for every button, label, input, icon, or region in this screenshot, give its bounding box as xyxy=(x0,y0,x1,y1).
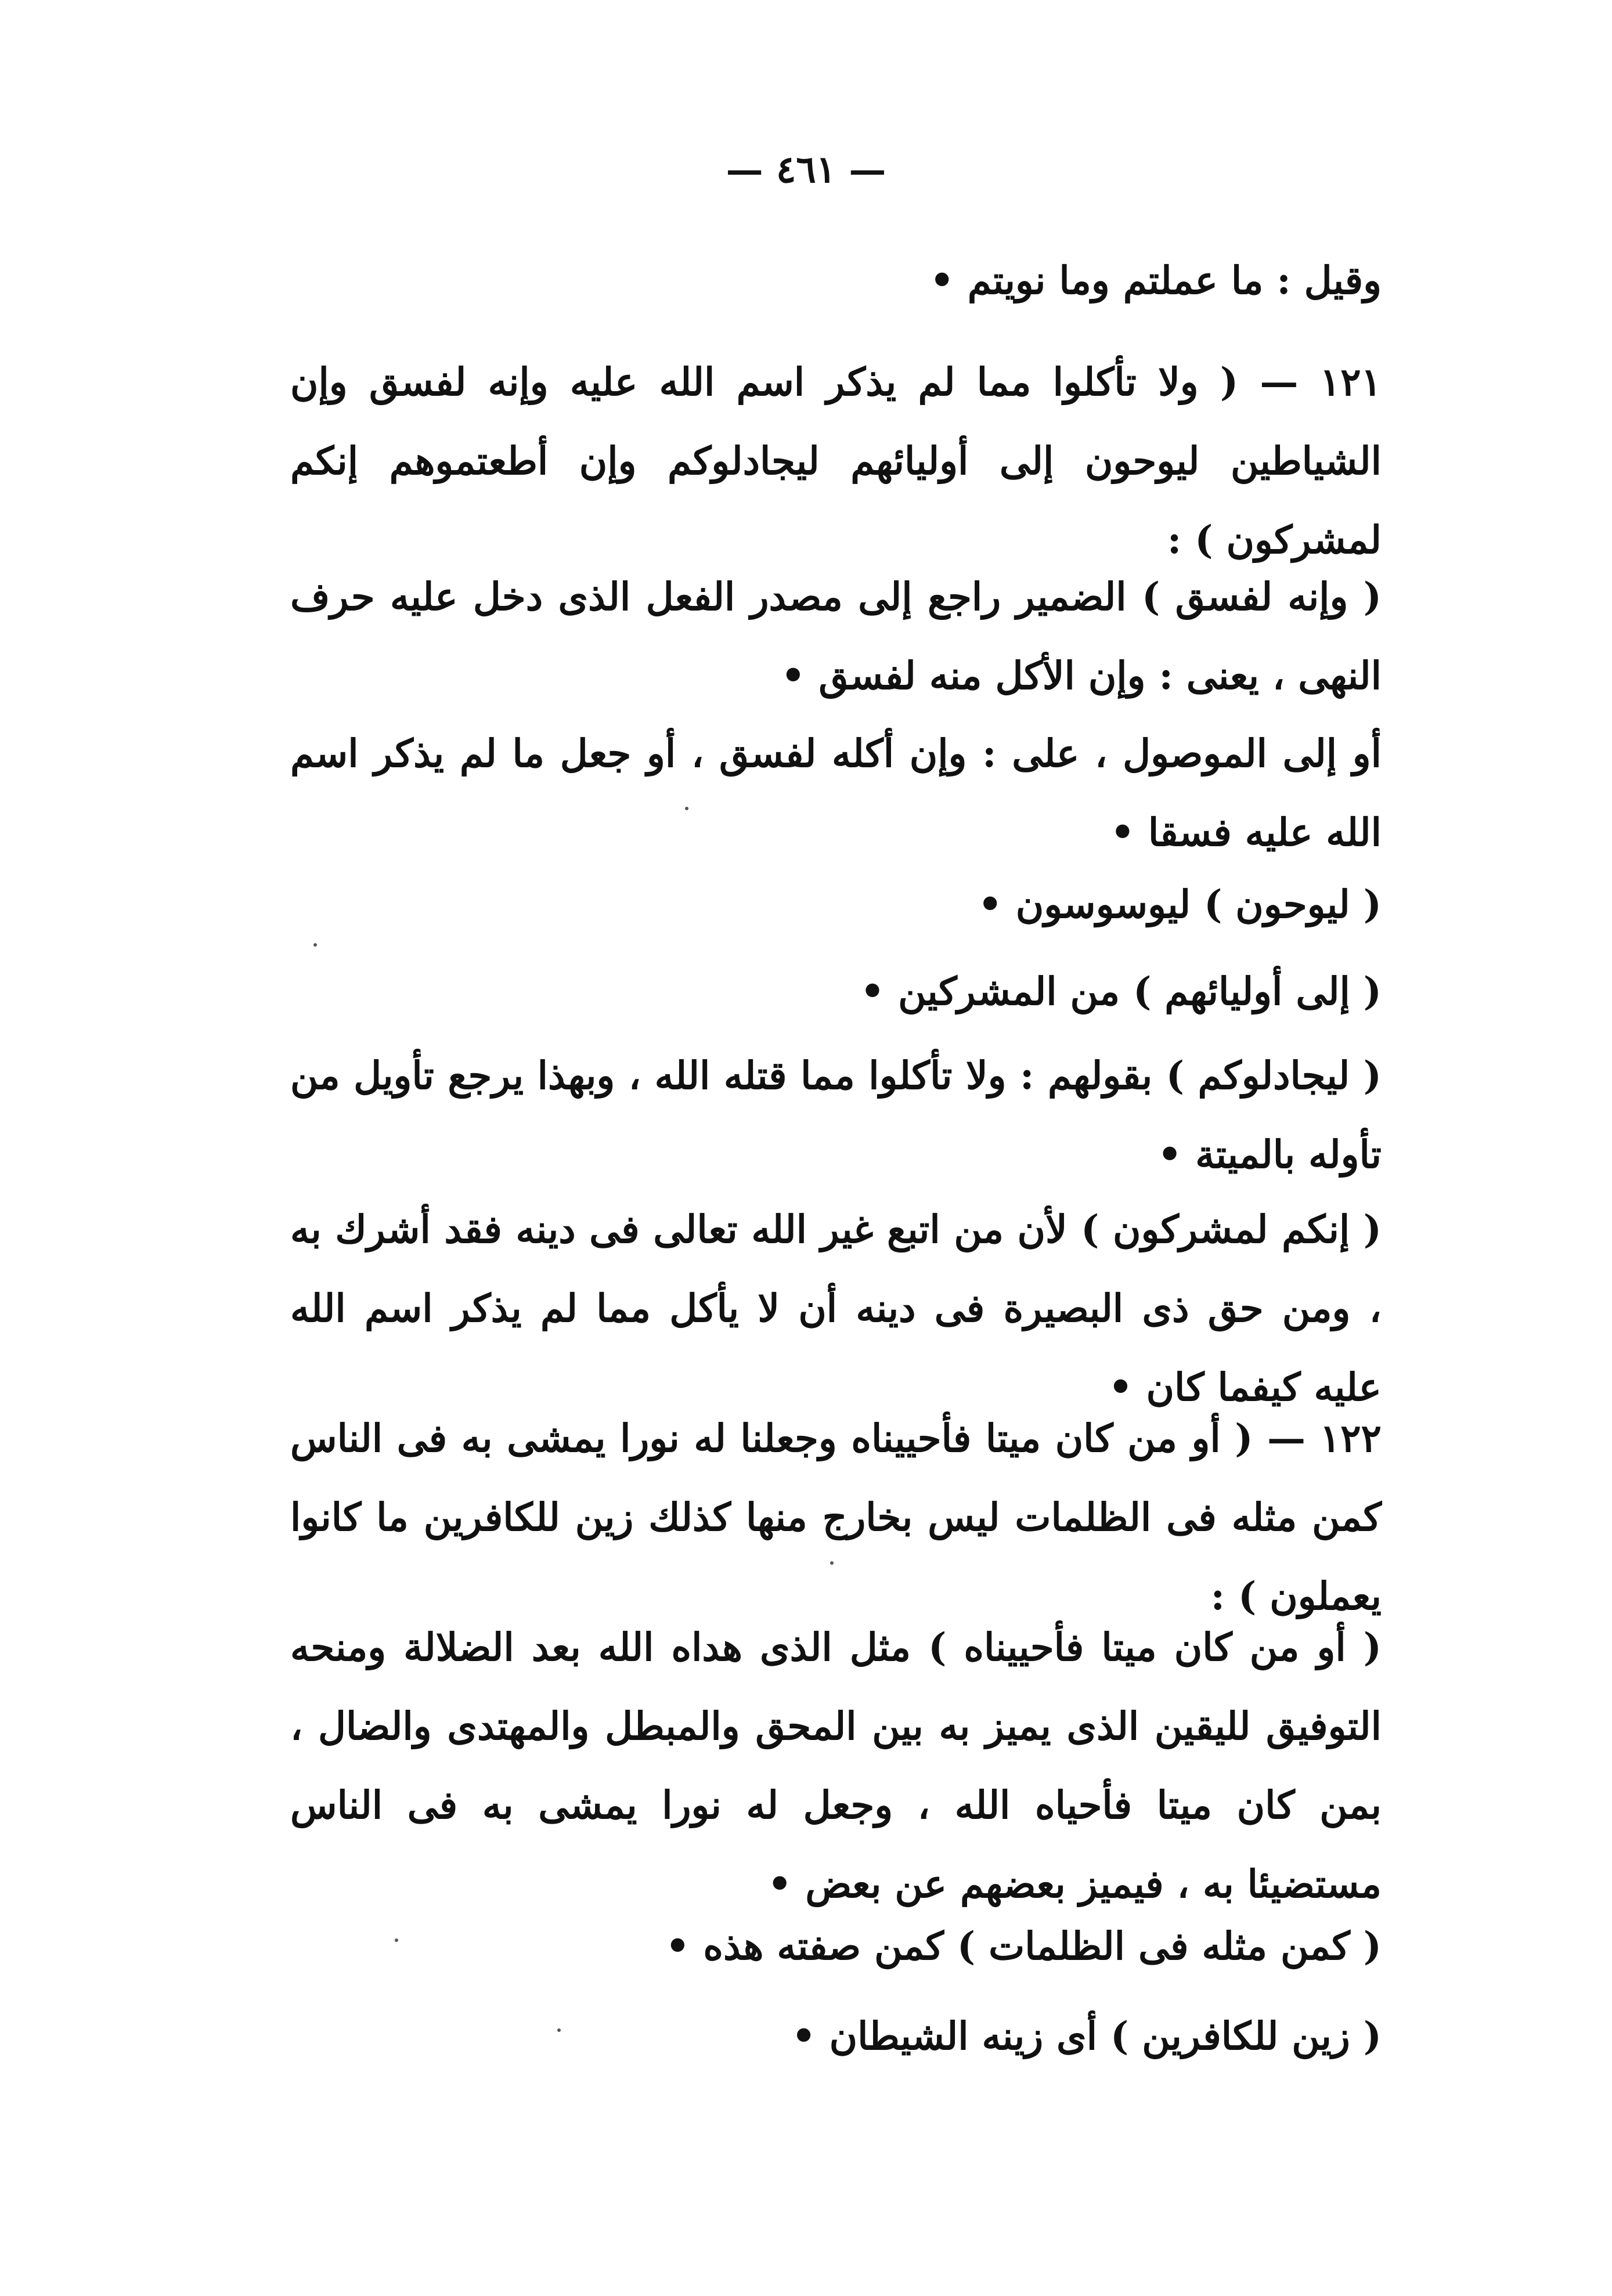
scan-speck xyxy=(313,943,317,947)
paragraph-12: ( زين للكافرين ) أى زينه الشيطان • xyxy=(791,2013,1382,2059)
scan-speck xyxy=(395,1938,398,1942)
paragraph-5: ( ليوحون ) ليوسوسون • xyxy=(978,882,1382,927)
paragraph-9-verse-122: ١٢٢ — ( أو من كان ميتا فأحييناه وجعلنا له نورا يمشى به فى الناس كمن مثله فى الظلمات ليس بخارج منها كذلك زين للكافرين ما كانوا يعملون ) : xyxy=(290,1416,1382,1619)
paragraph-2-verse-121: ١٢١ — ( ولا تأكلوا مما لم يذكر اسم الله عليه وإنه لفسق وإن الشياطين ليوحون إلى أوليائهم ليجادلوكم وإن أطعتموهم إنكم لمشركون ) : xyxy=(290,359,1382,562)
paragraph-8: ( إنكم لمشركون ) لأن من اتبع غير الله تعالى فى دينه فقد أشرك به ، ومن حق ذى البصيرة فى دينه أن لا يأكل مما لم يذكر اسم الله عليه كيفما كان • xyxy=(290,1207,1382,1410)
paragraph-6: ( إلى أوليائهم ) من المشركين • xyxy=(860,969,1382,1014)
scan-speck xyxy=(557,2028,561,2032)
paragraph-7: ( ليجادلوكم ) بقولهم : ولا تأكلوا مما قتله الله ، وبهذا يرجع تأويل من تأوله بالميتة • xyxy=(290,1053,1382,1177)
paragraph-1: وقيل : ما عملتم وما نويتم • xyxy=(929,258,1382,303)
scan-speck xyxy=(830,1561,834,1565)
paragraph-11: ( كمن مثله فى الظلمات ) كمن صفته هذه • xyxy=(665,1923,1382,1969)
paragraph-10: ( أو من كان ميتا فأحييناه ) مثل الذى هداه الله بعد الضلالة ومنحه التوفيق لليقين الذى يميز به بين المحق والمبطل والمهتدى والضال ، بمن كان ميتا فأحياه الله ، وجعل له نورا يمشى به فى الناس مستضيئا به ، فيميز بعضهم عن بعض • xyxy=(290,1624,1382,1907)
paragraph-4: أو إلى الموصول ، على : وإن أكله لفسق ، أو جعل ما لم يذكر اسم الله عليه فسقا • xyxy=(290,731,1382,855)
page-number: — ٤٦١ — xyxy=(726,148,886,192)
paragraph-3: ( وإنه لفسق ) الضمير راجع إلى مصدر الفعل الذى دخل عليه حرف النهى ، يعنى : وإن الأكل منه لفسق • xyxy=(290,574,1382,698)
scan-speck xyxy=(685,807,688,810)
